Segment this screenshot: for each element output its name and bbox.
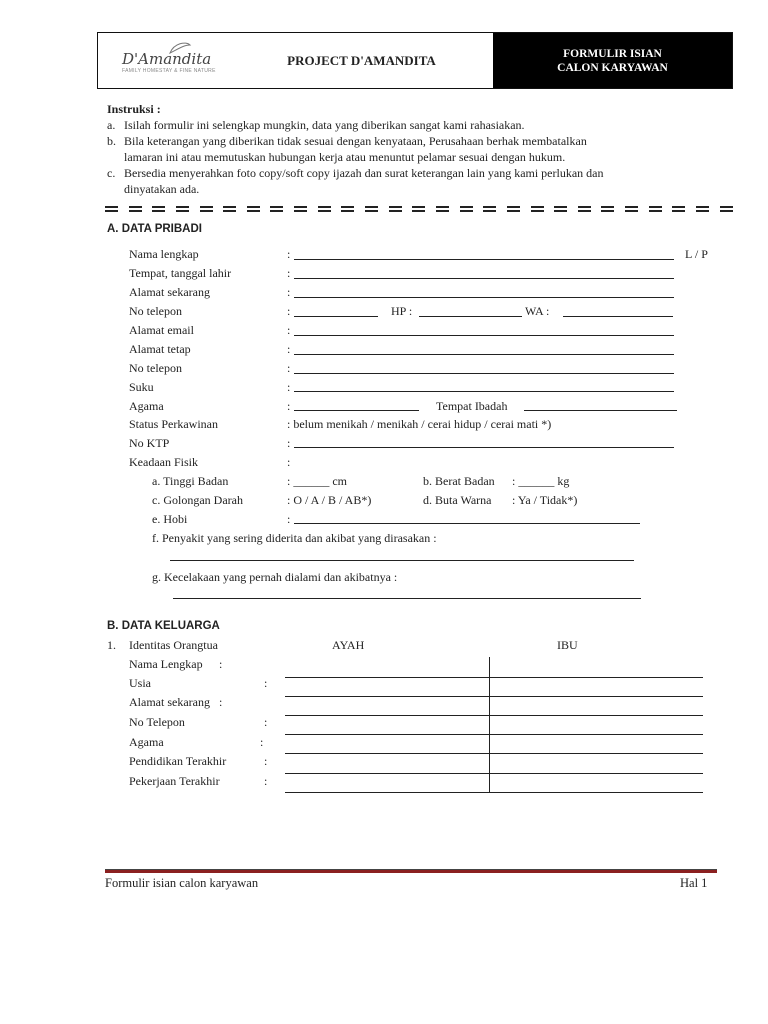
no-ktp-field[interactable] <box>294 447 674 448</box>
label-suku: Suku <box>129 380 154 394</box>
pekerjaan-terakhir-field[interactable] <box>285 792 703 793</box>
colon: : <box>264 754 268 768</box>
label-no-telepon: No telepon <box>129 304 182 318</box>
instruction-c-line2: dinyatakan ada. <box>124 182 200 196</box>
label-nama-lengkap-ortu: Nama Lengkap <box>129 657 203 671</box>
agama-ortu-field[interactable] <box>285 753 703 754</box>
company-logo <box>98 33 228 88</box>
label-agama: Agama <box>129 399 164 413</box>
label-kecelakaan: g. Kecelakaan yang pernah dialami dan akibatnya : <box>152 570 398 584</box>
colon: : <box>287 323 291 337</box>
instruction-b-line1: Bila keterangan yang diberikan tidak sesuai dengan kenyataan, Perusahaan berhak membatalkan <box>124 134 587 148</box>
label-no-ktp: No KTP <box>129 436 170 450</box>
colon: : <box>264 715 268 729</box>
nama-lengkap-field[interactable] <box>294 259 674 260</box>
label-agama-ortu: Agama <box>129 735 164 749</box>
footer-rule <box>105 869 717 873</box>
berat-badan-field[interactable]: : ______ kg <box>512 474 570 488</box>
agama-field[interactable] <box>294 410 419 411</box>
logo-text: D'Amandita <box>122 50 212 68</box>
instruction-b-line2: lamaran ini atau memutuskan hubungan kerja atau menuntut pelamar sesuai dengan hukum. <box>124 150 566 164</box>
hp-field[interactable] <box>419 316 522 317</box>
status-perkawinan-options[interactable]: : belum menikah / menikah / cerai hidup / cerai mati *) <box>287 417 552 431</box>
column-ibu: IBU <box>557 638 578 652</box>
colon: : <box>287 380 291 394</box>
colon: : <box>287 512 291 526</box>
page-number: Hal 1 <box>680 876 708 890</box>
label-alamat-email: Alamat email <box>129 323 194 337</box>
instruction-a-marker: a. <box>107 118 116 132</box>
label-pekerjaan-terakhir: Pekerjaan Terakhir <box>129 774 220 788</box>
project-title: PROJECT D'AMANDITA <box>287 52 436 68</box>
label-no-telepon-ortu: No Telepon <box>129 715 185 729</box>
label-tempat-ibadah: Tempat Ibadah <box>436 399 508 413</box>
no-telepon-field[interactable] <box>294 316 378 317</box>
alamat-sekarang-ortu-field[interactable] <box>285 715 703 716</box>
usia-field[interactable] <box>285 696 703 697</box>
label-alamat-sekarang-ortu: Alamat sekarang <box>129 695 210 709</box>
colon: : <box>287 399 291 413</box>
hobi-field[interactable] <box>294 523 640 524</box>
colon: : <box>287 455 291 469</box>
label-keadaan-fisik: Keadaan Fisik <box>129 455 198 469</box>
label-identitas-orangtua: Identitas Orangtua <box>129 638 218 652</box>
pendidikan-terakhir-field[interactable] <box>285 773 703 774</box>
instruction-a-text: Isilah formulir ini selengkap mungkin, data yang diberikan sangat kami rahasiakan. <box>124 118 525 132</box>
label-wa: WA : <box>525 304 550 318</box>
instructions-heading: Instruksi : <box>107 102 161 116</box>
label-tinggi-badan: a. Tinggi Badan <box>152 474 229 488</box>
colon: : <box>260 735 264 749</box>
kecelakaan-field[interactable] <box>173 598 641 599</box>
label-alamat-tetap: Alamat tetap <box>129 342 191 356</box>
colon: : <box>287 285 291 299</box>
colon: : <box>219 695 223 709</box>
nama-lengkap-ortu-field[interactable] <box>285 677 703 678</box>
label-usia: Usia <box>129 676 151 690</box>
label-golongan-darah: c. Golongan Darah <box>152 493 243 507</box>
tinggi-badan-field[interactable]: : ______ cm <box>287 474 347 488</box>
colon: : <box>287 247 291 261</box>
colon: : <box>287 436 291 450</box>
section-a-heading: A. DATA PRIBADI <box>107 223 202 235</box>
label-berat-badan: b. Berat Badan <box>423 474 495 488</box>
colon: : <box>287 342 291 356</box>
section-b-heading: B. DATA KELUARGA <box>107 620 220 632</box>
label-hobi: e. Hobi <box>152 512 188 526</box>
colon: : <box>287 304 291 318</box>
footer-left: Formulir isian calon karyawan <box>105 876 259 890</box>
logo-tagline: FAMILY HOMESTAY & FINE NATURE <box>122 68 216 74</box>
form-title-line1: FORMULIR ISIAN <box>563 47 662 60</box>
buta-warna-options[interactable]: : Ya / Tidak*) <box>512 493 578 507</box>
instruction-c-line1: Bersedia menyerahkan foto copy/soft copy ijazah dan surat keterangan lain yang kami perlukan dan <box>124 166 604 180</box>
tempat-ibadah-field[interactable] <box>524 410 677 411</box>
section-separator <box>105 206 733 212</box>
label-buta-warna: d. Buta Warna <box>423 493 492 507</box>
alamat-tetap-field[interactable] <box>294 354 674 355</box>
golongan-darah-options[interactable]: : O / A / B / AB*) <box>287 493 372 507</box>
no-telepon-2-field[interactable] <box>294 373 674 374</box>
label-penyakit: f. Penyakit yang sering diderita dan akibat yang dirasakan : <box>152 531 437 545</box>
label-tempat-tanggal-lahir: Tempat, tanggal lahir <box>129 266 232 280</box>
colon: : <box>287 361 291 375</box>
label-status-perkawinan: Status Perkawinan <box>129 417 218 431</box>
label-hp: HP : <box>391 304 413 318</box>
wa-field[interactable] <box>563 316 673 317</box>
label-alamat-sekarang: Alamat sekarang <box>129 285 210 299</box>
gender-option[interactable]: L / P <box>685 247 708 261</box>
item-number: 1. <box>107 638 116 652</box>
instruction-c-marker: c. <box>107 166 116 180</box>
label-nama-lengkap: Nama lengkap <box>129 247 199 261</box>
alamat-email-field[interactable] <box>294 335 674 336</box>
label-no-telepon-2: No telepon <box>129 361 182 375</box>
penyakit-field[interactable] <box>170 560 634 561</box>
form-header <box>97 32 733 89</box>
colon: : <box>264 676 268 690</box>
colon: : <box>219 657 223 671</box>
form-title-box <box>493 33 732 88</box>
colon: : <box>287 266 291 280</box>
instruction-b-marker: b. <box>107 134 116 148</box>
form-title-line2: CALON KARYAWAN <box>557 61 668 74</box>
alamat-sekarang-field[interactable] <box>294 297 674 298</box>
colon: : <box>264 774 268 788</box>
label-pendidikan-terakhir: Pendidikan Terakhir <box>129 754 227 768</box>
column-ayah: AYAH <box>332 638 365 652</box>
suku-field[interactable] <box>294 391 674 392</box>
tempat-tanggal-lahir-field[interactable] <box>294 278 674 279</box>
no-telepon-ortu-field[interactable] <box>285 734 703 735</box>
